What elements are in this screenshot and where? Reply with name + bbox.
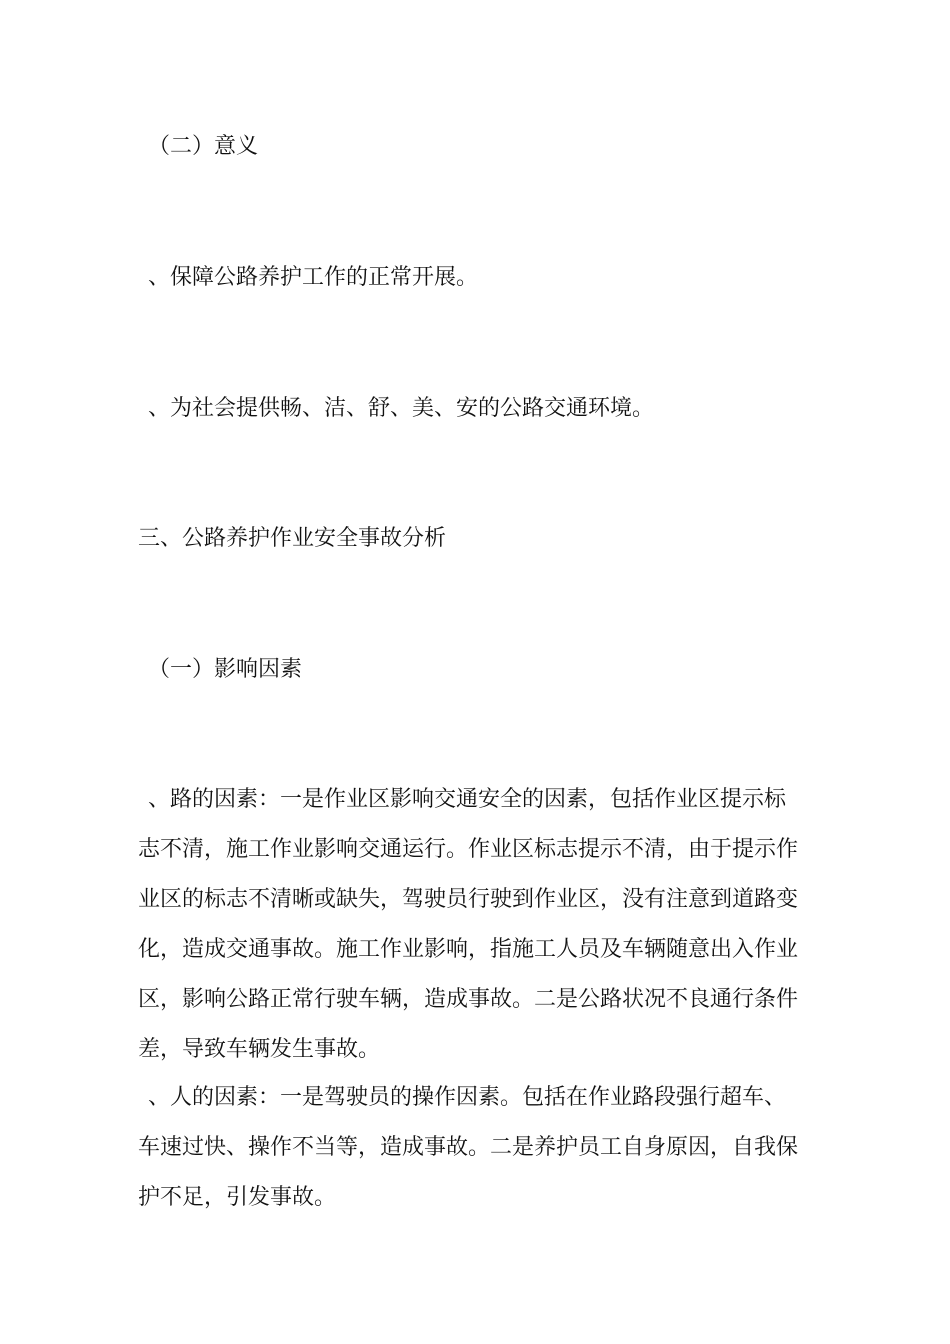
paragraph-line: 护不足，引发事故。 <box>138 1185 337 1210</box>
paragraph-line: 、路的因素：一是作业区影响交通安全的因素，包括作业区提示标 <box>148 787 787 812</box>
paragraph-line: 区，影响公路正常行驶车辆，造成事故。二是公路状况不良通行条件 <box>138 987 799 1012</box>
meaning-item-2: 、为社会提供畅、洁、舒、美、安的公路交通环境。 <box>148 396 655 421</box>
paragraph-line: 差，导致车辆发生事故。 <box>138 1037 381 1062</box>
road-factor-paragraph <box>138 775 814 1075</box>
paragraph-line: 、人的因素：一是驾驶员的操作因素。包括在作业路段强行超车、 <box>148 1085 787 1110</box>
paragraph-line: 业区的标志不清晰或缺失，驾驶员行驶到作业区，没有注意到道路变 <box>138 887 799 912</box>
sub-heading-meaning: （二）意义 <box>148 134 259 159</box>
paragraph-line: 化，造成交通事故。施工作业影响，指施工人员及车辆随意出入作业 <box>138 937 799 962</box>
sub-heading-factors: （一）影响因素 <box>148 657 303 682</box>
section-three-heading: 三、公路养护作业安全事故分析 <box>138 526 447 551</box>
meaning-item-1: 、保障公路养护工作的正常开展。 <box>148 265 479 290</box>
paragraph-line: 志不清，施工作业影响交通运行。作业区标志提示不清，由于提示作 <box>138 837 799 862</box>
human-factor-paragraph <box>138 1073 814 1223</box>
paragraph-line: 车速过快、操作不当等，造成事故。二是养护员工自身原因，自我保 <box>138 1135 799 1160</box>
